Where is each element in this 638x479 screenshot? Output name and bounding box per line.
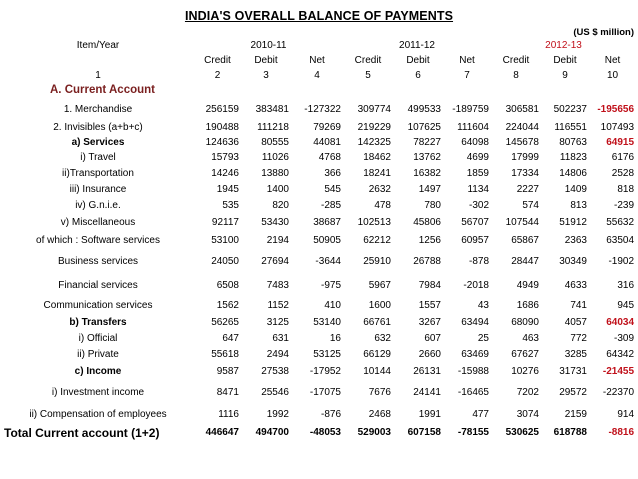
- value-cell: 1600: [368, 300, 391, 311]
- row-label: iv) G.n.i.e.: [75, 200, 121, 211]
- value-cell: 383481: [255, 103, 289, 115]
- subcolumn-header: Credit: [502, 54, 530, 66]
- value-cell: 1400: [266, 184, 289, 195]
- row-label: i) Official: [78, 333, 118, 344]
- value-cell: 26131: [413, 365, 441, 377]
- value-cell: -17952: [309, 365, 341, 377]
- table-row: [2, 274, 636, 298]
- value-cell: 55632: [606, 216, 635, 228]
- row-label: ii) Compensation of employees: [29, 408, 167, 420]
- year-header: 2010-11: [250, 40, 287, 51]
- table-row: [2, 406, 636, 423]
- value-cell: 190488: [205, 122, 239, 133]
- value-cell: 30349: [559, 256, 587, 267]
- column-number: 5: [365, 69, 371, 81]
- value-cell: 2194: [266, 234, 289, 246]
- value-cell: 1152: [267, 300, 289, 311]
- total-value-cell: 529003: [357, 426, 391, 438]
- value-cell: 7483: [266, 280, 289, 291]
- year-header: 2011-12: [399, 40, 435, 51]
- value-cell: -3644: [315, 256, 341, 267]
- value-cell: 224044: [505, 122, 539, 133]
- column-number-row: [2, 68, 636, 83]
- value-cell: 64098: [461, 137, 489, 148]
- value-cell: 16: [329, 333, 341, 344]
- total-value-cell: 494700: [255, 426, 289, 438]
- value-cell: 316: [617, 280, 635, 291]
- value-cell: 813: [570, 200, 587, 211]
- row-label: v) Miscellaneous: [60, 216, 136, 228]
- value-cell: 65867: [511, 234, 539, 246]
- value-cell: 53430: [261, 216, 289, 228]
- row-label: i) Investment income: [51, 387, 145, 398]
- value-cell: 79269: [313, 122, 341, 133]
- value-cell: 4768: [318, 152, 341, 163]
- value-cell: -285: [320, 200, 341, 211]
- bop-table: [2, 26, 636, 442]
- value-cell: 13880: [261, 168, 289, 179]
- value-cell: 2494: [266, 349, 289, 360]
- value-cell: -15988: [457, 365, 489, 377]
- value-cell: 9587: [216, 365, 239, 377]
- value-cell: 256159: [205, 103, 239, 115]
- row-label: a) Services: [71, 137, 125, 148]
- table-row: [2, 298, 636, 314]
- row-label: b) Transfers: [69, 316, 127, 328]
- row-label: iii) Insurance: [69, 184, 127, 195]
- value-cell: 18462: [363, 152, 391, 163]
- value-cell: 64342: [606, 349, 635, 360]
- row-label: 2. Invisibles (a+b+c): [53, 122, 143, 133]
- total-value-cell: 607158: [407, 426, 441, 438]
- value-cell: -975: [320, 280, 341, 291]
- value-cell: -17075: [309, 387, 341, 398]
- value-cell: 111604: [457, 122, 489, 133]
- total-value-cell: -8816: [608, 426, 635, 438]
- value-cell: 1562: [216, 300, 239, 311]
- total-value-cell: 618788: [553, 426, 587, 438]
- value-cell: 66129: [363, 349, 391, 360]
- value-cell: 116551: [554, 122, 587, 133]
- value-cell: 107544: [505, 216, 539, 228]
- value-cell: 43: [477, 300, 489, 311]
- value-cell: 741: [570, 300, 587, 311]
- value-cell: 11026: [261, 152, 289, 163]
- value-cell: 7676: [368, 387, 391, 398]
- value-cell: 24141: [413, 387, 441, 398]
- value-cell: 31731: [559, 365, 587, 377]
- value-cell: 4699: [466, 152, 489, 163]
- value-cell: 607: [424, 333, 441, 344]
- value-cell: 18241: [363, 168, 391, 179]
- value-cell: 145678: [505, 137, 539, 148]
- value-cell: 2528: [611, 168, 635, 179]
- value-cell: 124636: [205, 137, 239, 148]
- value-cell: 56265: [211, 316, 239, 328]
- value-cell: 2159: [564, 408, 587, 420]
- value-cell: -127322: [304, 103, 341, 115]
- value-cell: -309: [614, 333, 635, 344]
- subcolumn-header: Credit: [354, 54, 382, 66]
- table-row: [2, 150, 636, 166]
- value-cell: 8471: [216, 387, 239, 398]
- value-cell: 1116: [218, 408, 239, 420]
- value-cell: 51912: [559, 216, 587, 228]
- value-cell: 25546: [261, 387, 289, 398]
- value-cell: 25910: [363, 256, 391, 267]
- value-cell: 17334: [511, 168, 539, 179]
- value-cell: 1992: [266, 408, 289, 420]
- value-cell: 647: [222, 333, 239, 344]
- value-cell: 38687: [313, 216, 341, 228]
- subcolumn-header: Credit: [204, 54, 231, 66]
- value-cell: 50905: [313, 234, 341, 246]
- value-cell: 64034: [606, 316, 635, 328]
- value-cell: 45806: [413, 216, 441, 228]
- column-number: 6: [415, 69, 421, 81]
- column-number: 3: [263, 69, 269, 81]
- value-cell: -878: [468, 256, 489, 267]
- value-cell: 1686: [516, 300, 539, 311]
- value-cell: 107625: [407, 122, 441, 133]
- total-label: Total Current account (1+2): [4, 425, 160, 440]
- column-number: 9: [562, 69, 568, 81]
- value-cell: 63469: [461, 349, 489, 360]
- value-cell: 17999: [511, 152, 539, 163]
- table-row: [2, 231, 636, 250]
- table-row: [2, 380, 636, 406]
- value-cell: 499533: [407, 103, 441, 115]
- row-label: ii)Transportation: [62, 168, 134, 179]
- value-cell: 80763: [559, 137, 587, 148]
- table-row: [2, 182, 636, 198]
- value-cell: 410: [324, 300, 341, 311]
- value-cell: 2227: [516, 184, 539, 195]
- value-cell: 10276: [511, 365, 539, 377]
- unit-row: [2, 26, 636, 39]
- total-row: [2, 423, 636, 442]
- row-label: c) Income: [74, 365, 122, 377]
- value-cell: 25: [477, 333, 489, 344]
- row-label: Business services: [57, 256, 139, 267]
- value-cell: 1859: [466, 168, 489, 179]
- value-cell: 4633: [564, 280, 587, 291]
- value-cell: 6508: [216, 280, 239, 291]
- value-cell: 28447: [511, 256, 539, 267]
- value-cell: 914: [617, 408, 635, 420]
- value-cell: 1497: [418, 184, 441, 195]
- value-cell: 772: [570, 333, 587, 344]
- value-cell: -239: [614, 200, 635, 211]
- value-cell: 463: [522, 333, 539, 344]
- value-cell: 15793: [211, 152, 239, 163]
- row-label: 1. Merchandise: [63, 103, 133, 115]
- value-cell: 56707: [461, 216, 489, 228]
- column-number: 1: [95, 69, 101, 81]
- value-cell: -22370: [602, 387, 635, 398]
- column-number: 2: [214, 69, 221, 81]
- column-number: 7: [464, 69, 470, 81]
- value-cell: -876: [320, 408, 341, 420]
- subcolumn-header: Net: [309, 54, 325, 66]
- table-row: [2, 166, 636, 182]
- table-row: [2, 347, 636, 363]
- subcolumn-row: [2, 53, 636, 68]
- value-cell: 306581: [505, 103, 539, 115]
- value-cell: 1557: [418, 300, 441, 311]
- value-cell: -2018: [463, 280, 489, 291]
- value-cell: 29572: [559, 387, 587, 398]
- subcolumn-header: Debit: [406, 54, 430, 66]
- row-label: ii) Private: [77, 349, 119, 360]
- value-cell: 66761: [363, 316, 391, 328]
- value-cell: 1991: [418, 408, 441, 420]
- value-cell: 67627: [511, 349, 539, 360]
- value-cell: -16465: [457, 387, 489, 398]
- value-cell: 11823: [559, 152, 587, 163]
- year-row: [2, 39, 636, 53]
- value-cell: 820: [272, 200, 289, 211]
- value-cell: 945: [617, 300, 635, 311]
- value-cell: 2363: [564, 234, 587, 246]
- value-cell: 574: [522, 200, 539, 211]
- value-cell: 7202: [516, 387, 539, 398]
- value-cell: 6176: [611, 152, 635, 163]
- item-year-header: Item/Year: [76, 40, 120, 51]
- table-row: [2, 136, 636, 150]
- row-label: Communication services: [43, 300, 153, 311]
- row-label: of which : Software services: [36, 234, 160, 246]
- value-cell: 13762: [413, 152, 441, 163]
- value-cell: 1409: [564, 184, 587, 195]
- column-number: 4: [314, 69, 320, 81]
- value-cell: 631: [272, 333, 289, 344]
- value-cell: 111218: [257, 122, 289, 133]
- value-cell: 92117: [211, 216, 239, 228]
- value-cell: 53140: [313, 316, 341, 328]
- value-cell: 14806: [559, 168, 587, 179]
- table-row: [2, 99, 636, 120]
- value-cell: 502237: [553, 103, 587, 115]
- table-row: [2, 314, 636, 331]
- value-cell: 477: [472, 408, 489, 420]
- value-cell: 4949: [516, 280, 539, 291]
- value-cell: 10144: [363, 365, 391, 377]
- value-cell: 24050: [211, 256, 239, 267]
- table-row: [2, 198, 636, 214]
- value-cell: -21455: [602, 365, 635, 377]
- section-title: A. Current Account: [50, 84, 155, 97]
- value-cell: 2468: [368, 408, 391, 420]
- value-cell: -195656: [597, 103, 635, 115]
- total-value-cell: -78155: [457, 426, 489, 438]
- value-cell: 102513: [357, 216, 391, 228]
- total-value-cell: 530625: [505, 426, 539, 438]
- value-cell: 55618: [211, 349, 239, 360]
- value-cell: 632: [374, 333, 391, 344]
- value-cell: 53100: [211, 234, 239, 246]
- value-cell: 1945: [216, 184, 239, 195]
- value-cell: 7984: [418, 280, 441, 291]
- value-cell: 309774: [357, 103, 391, 115]
- value-cell: 27538: [261, 365, 289, 377]
- value-cell: 1134: [467, 184, 489, 195]
- value-cell: 53125: [313, 349, 341, 360]
- table-row: [2, 331, 636, 347]
- value-cell: 27694: [261, 256, 289, 267]
- table-row: [2, 214, 636, 231]
- value-cell: 63504: [606, 234, 635, 246]
- section-row: [2, 83, 636, 99]
- value-cell: 2660: [418, 349, 441, 360]
- value-cell: -1902: [608, 256, 635, 267]
- column-number: 8: [513, 69, 519, 81]
- value-cell: 63494: [461, 316, 489, 328]
- value-cell: 3267: [418, 316, 441, 328]
- year-header: 2012-13: [545, 40, 582, 51]
- value-cell: 1256: [418, 234, 441, 246]
- unit-label: (US $ million): [573, 26, 635, 38]
- value-cell: 366: [324, 168, 341, 179]
- subcolumn-header: Net: [459, 54, 475, 66]
- page-title: INDIA'S OVERALL BALANCE OF PAYMENTS: [184, 9, 454, 23]
- value-cell: 3125: [266, 316, 289, 328]
- value-cell: 545: [324, 184, 341, 195]
- subcolumn-header: Net: [604, 54, 621, 66]
- value-cell: 780: [424, 200, 441, 211]
- value-cell: 535: [222, 200, 239, 211]
- value-cell: 4057: [564, 316, 587, 328]
- value-cell: -189759: [452, 103, 489, 115]
- value-cell: 14246: [211, 168, 239, 179]
- value-cell: 64915: [606, 137, 635, 148]
- value-cell: 3074: [516, 408, 539, 420]
- table-row: [2, 250, 636, 274]
- value-cell: 5967: [368, 280, 391, 291]
- value-cell: 3285: [564, 349, 587, 360]
- value-cell: 68090: [511, 316, 539, 328]
- value-cell: 16382: [413, 168, 441, 179]
- value-cell: 60957: [461, 234, 489, 246]
- value-cell: 142325: [357, 137, 391, 148]
- row-label: i) Travel: [80, 152, 116, 163]
- blank-cell: [2, 53, 194, 68]
- value-cell: 80555: [261, 137, 289, 148]
- column-number: 10: [606, 69, 619, 81]
- table-row: [2, 363, 636, 380]
- total-value-cell: -48053: [309, 426, 341, 438]
- value-cell: -302: [468, 200, 489, 211]
- subcolumn-header: Debit: [254, 54, 278, 66]
- row-label: Financial services: [58, 280, 138, 291]
- table-row: [2, 120, 636, 136]
- value-cell: 62212: [363, 234, 391, 246]
- value-cell: 44081: [313, 137, 341, 148]
- value-cell: 26788: [413, 256, 441, 267]
- value-cell: 2632: [368, 184, 391, 195]
- subcolumn-header: Debit: [553, 54, 577, 66]
- value-cell: 78227: [413, 137, 441, 148]
- value-cell: 478: [374, 200, 391, 211]
- value-cell: 219229: [357, 122, 391, 133]
- value-cell: 818: [617, 184, 635, 195]
- total-value-cell: 446647: [205, 426, 239, 438]
- value-cell: 107493: [600, 122, 635, 133]
